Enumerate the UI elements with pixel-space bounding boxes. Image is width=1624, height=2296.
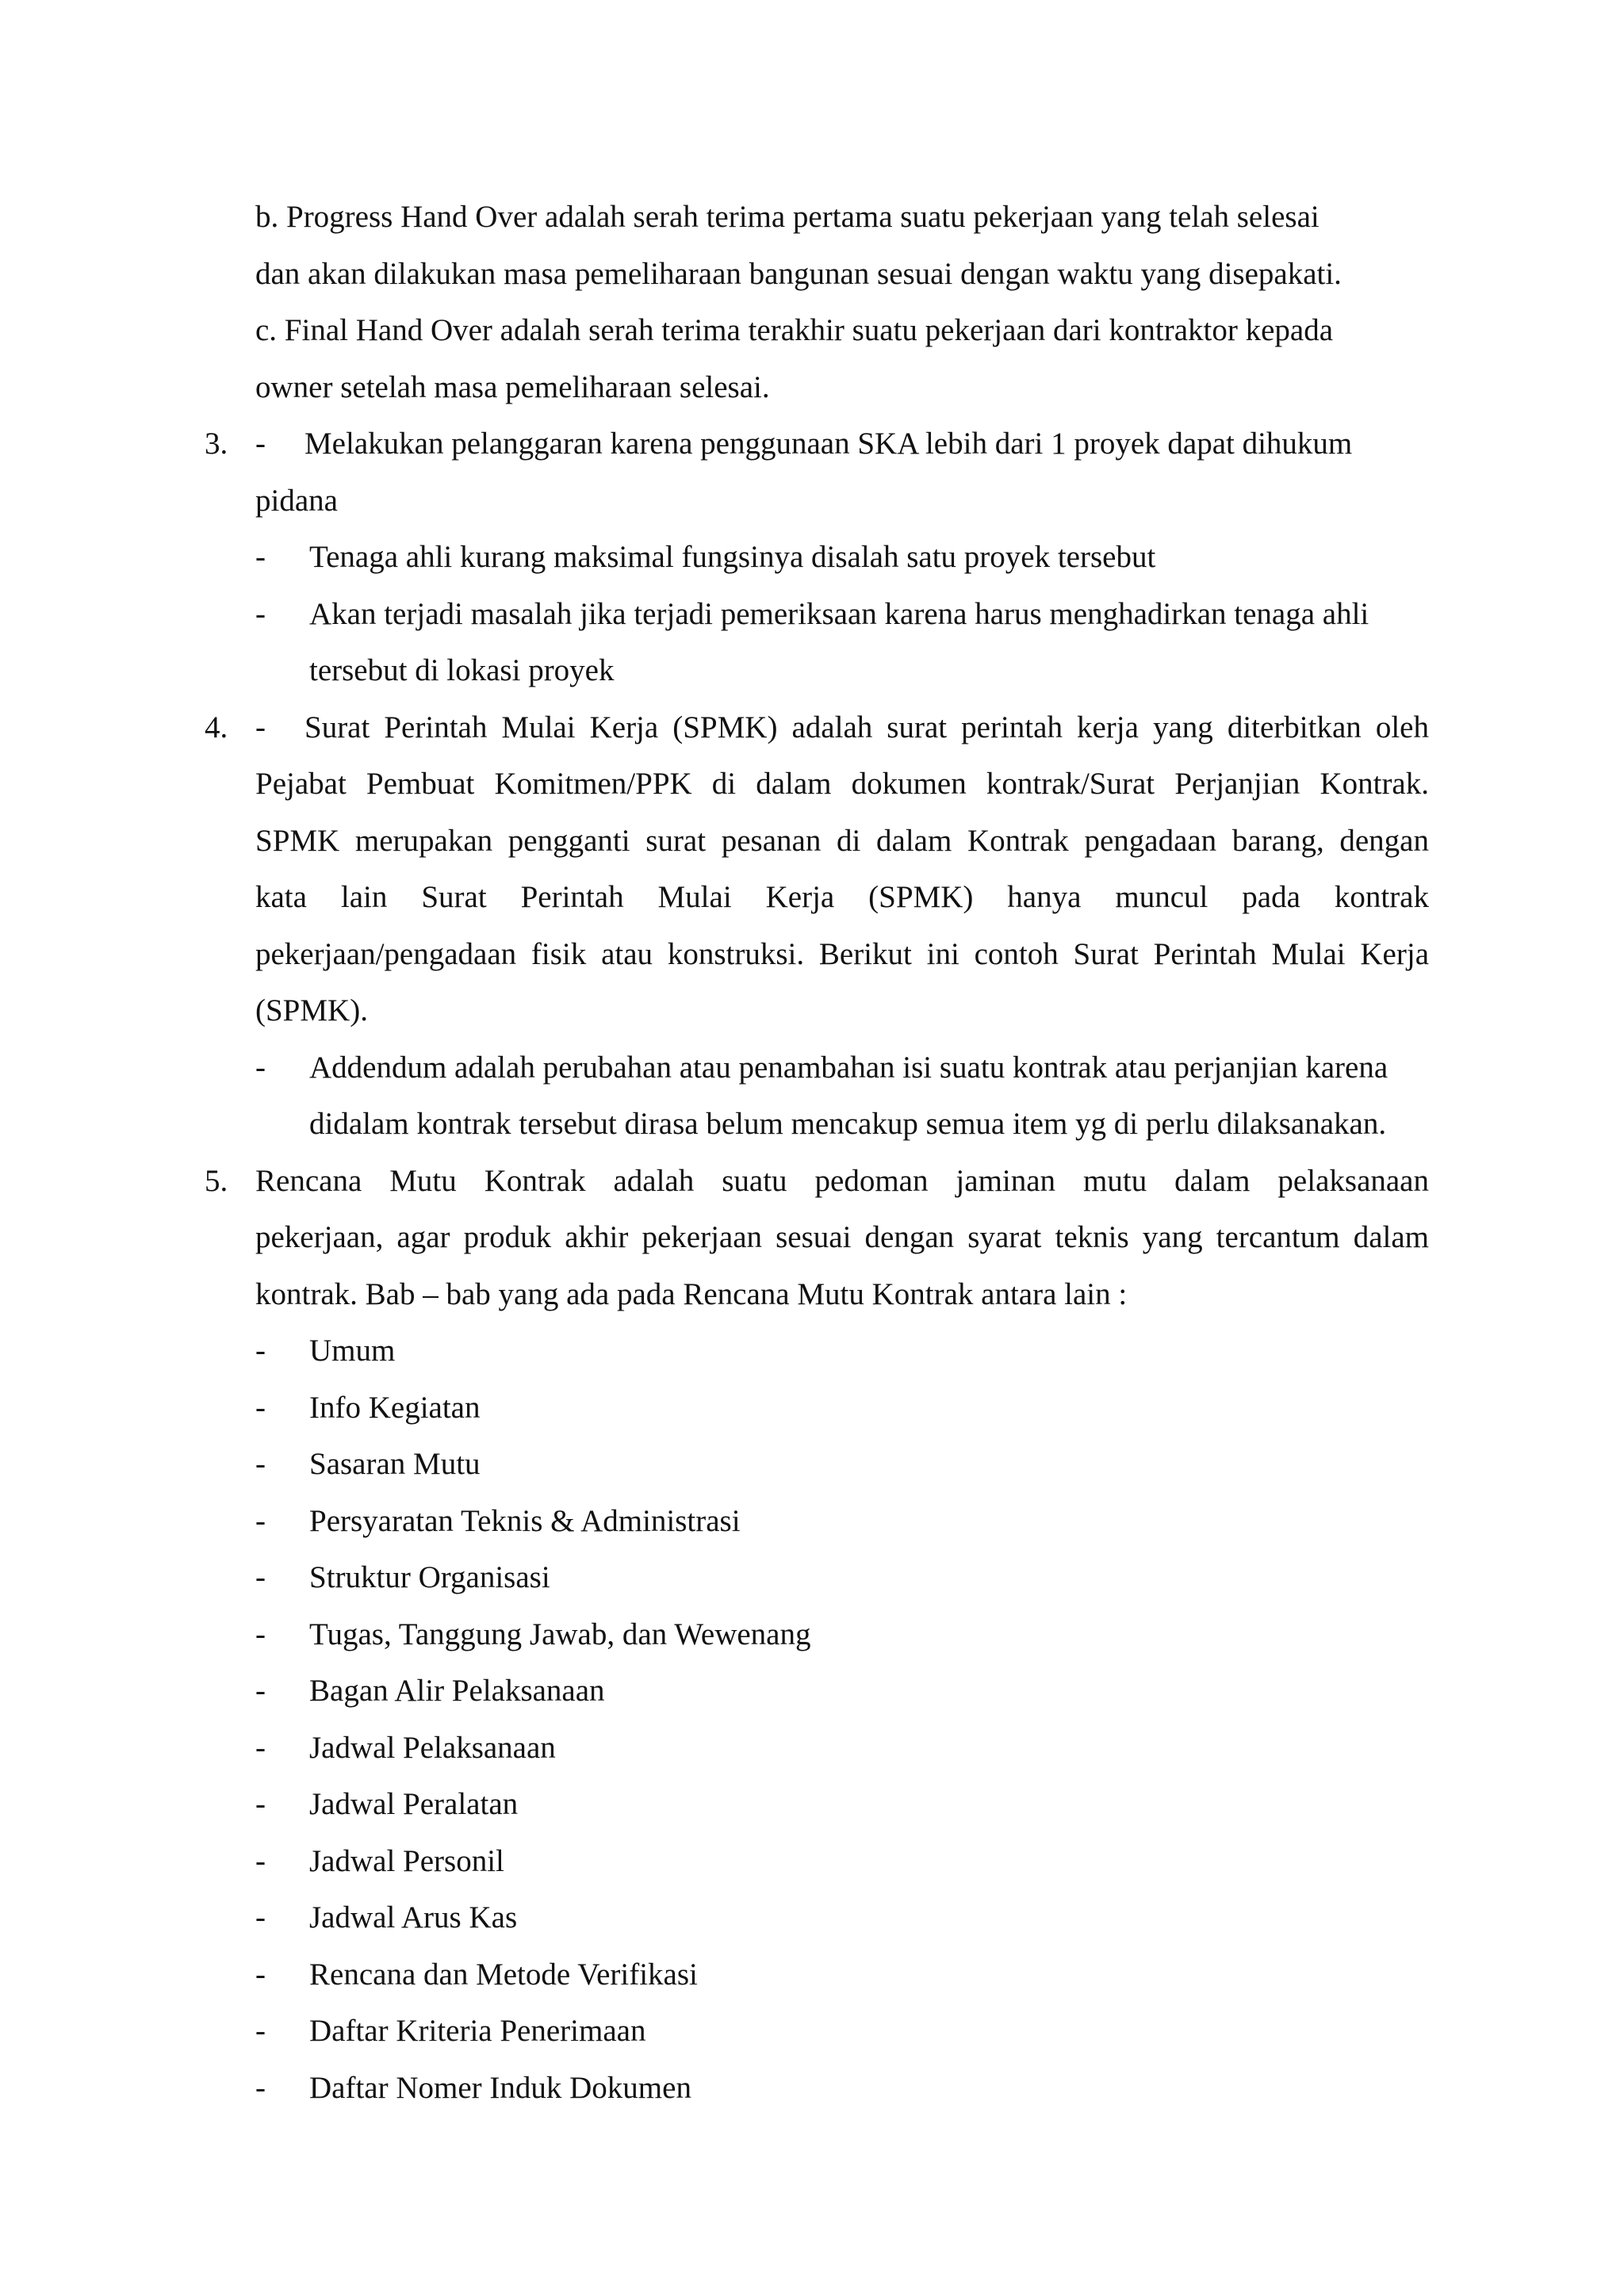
list-item [255,1776,1429,1833]
item-c-line-1: c. Final Hand Over adalah serah terima terakhir suatu pekerjaan dari kontraktor kepada [255,313,1334,347]
list-item-text: Rencana dan Metode Verifikasi [309,1957,698,1992]
item-4-bullet-1-line-4: kata lain Surat Perintah Mulai Kerja (SPMK) hanya muncul pada kontrak [255,880,1429,914]
item-5-line-1: Rencana Mutu Kontrak adalah suatu pedoman jaminan mutu dalam pelaksanaan [255,1163,1429,1198]
item-4-bullet-2 [255,1039,1429,1153]
item-c-line-2: owner setelah masa pemeliharaan selesai. [255,369,770,404]
list-item-dash: - [255,1390,266,1425]
document-body [205,189,1429,2116]
list-item-text: Bagan Alir Pelaksanaan [309,1674,605,1708]
item-3-bullet-1-line-1: Melakukan pelanggaran karena penggunaan SKA lebih dari 1 proyek dapat dihukum [304,427,1353,461]
item-5-line-3: kontrak. Bab – bab yang ada pada Rencana Mutu Kontrak antara lain : [255,1276,1128,1311]
list-item-dash: - [255,1617,266,1651]
item-b-line-1: b. Progress Hand Over adalah serah terima pertama suatu pekerjaan yang telah selesai [255,200,1320,234]
item-4-bullet-1-line-6: (SPMK). [255,993,368,1027]
item-4-bullet-2-dash: - [255,1050,266,1085]
item-3-number: 3. [205,427,228,461]
list-item-dash: - [255,1503,266,1538]
list-item-dash: - [255,1900,266,1934]
item-4-bullet-1-line-3: SPMK merupakan pengganti surat pesanan di dalam Kontrak pengadaan barang, dengan [255,823,1429,858]
list-item-text: Umum [309,1334,396,1368]
list-item-dash: - [255,1957,266,1992]
list-item [255,1549,1429,1606]
item-4-bullet-2-line-1: Addendum adalah perubahan atau penambahan isi suatu kontrak atau perjanjian karena [309,1050,1388,1085]
list-item [255,1946,1429,2003]
list-item-text: Daftar Nomer Induk Dokumen [309,2070,691,2105]
item-b-line-2: dan akan dilakukan masa pemeliharaan bangunan sesuai dengan waktu yang disepakati. [255,256,1342,291]
list-item-dash: - [255,2070,266,2105]
item-4 [205,699,1429,1153]
list-item-dash: - [255,1730,266,1765]
list-item [255,2060,1429,2117]
list-item-dash: - [255,1787,266,1821]
list-item [255,1436,1429,1493]
list-item [255,1833,1429,1890]
item-3-bullet-1 [255,415,1429,473]
item-4-bullet-1-dash: - [255,710,266,744]
item-3-bullet-3 [255,586,1429,699]
list-item-dash: - [255,1843,266,1878]
item-4-bullet-1 [255,699,1429,756]
item-3-bullet-1-dash: - [255,427,266,461]
list-item-dash: - [255,1447,266,1481]
item-3-bullet-1-line-2: pidana [255,483,338,518]
list-item-text: Jadwal Pelaksanaan [309,1730,556,1765]
item-c [255,302,1429,415]
chapter-list [255,1322,1429,2116]
list-item-dash: - [255,1674,266,1708]
list-item [255,1380,1429,1437]
item-5-line-2: pekerjaan, agar produk akhir pekerjaan sesuai dengan syarat teknis yang tercantum dalam [255,1220,1429,1254]
list-item [255,1663,1429,1720]
list-item-dash: - [255,1560,266,1594]
list-item-dash: - [255,2014,266,2048]
list-item [255,1720,1429,1777]
list-item-text: Jadwal Peralatan [309,1787,519,1821]
list-item-text: Jadwal Arus Kas [309,1900,518,1934]
list-item-text: Struktur Organisasi [309,1560,550,1594]
list-item [255,2003,1429,2060]
item-3-bullet-3-line-1: Akan terjadi masalah jika terjadi pemeriksaan karena harus menghadirkan tenaga ahli [309,596,1369,631]
list-item-text: Persyaratan Teknis & Administrasi [309,1503,741,1538]
list-item-text: Daftar Kriteria Penerimaan [309,2014,646,2048]
list-item [255,1889,1429,1946]
list-item-text: Jadwal Personil [309,1843,504,1878]
item-3-bullet-2-dash: - [255,540,266,574]
item-3-bullet-2-text: Tenaga ahli kurang maksimal fungsinya disalah satu proyek tersebut [309,540,1156,574]
item-4-bullet-1-line-5: pekerjaan/pengadaan fisik atau konstruksi. Berikut ini contoh Surat Perintah Mulai Kerja [255,936,1429,971]
list-item-dash: - [255,1334,266,1368]
item-3-bullet-3-line-2: tersebut di lokasi proyek [309,653,615,687]
item-3 [205,415,1429,699]
list-item-text: Sasaran Mutu [309,1447,481,1481]
list-item [255,1606,1429,1663]
item-3-bullet-3-dash: - [255,596,266,631]
list-item-text: Tugas, Tanggung Jawab, dan Wewenang [309,1617,811,1651]
list-item [255,1322,1429,1380]
item-4-bullet-1-line-2: Pejabat Pembuat Komitmen/PPK di dalam dokumen kontrak/Surat Perjanjian Kontrak. [255,767,1429,801]
list-item-text: Info Kegiatan [309,1390,481,1425]
item-3-bullet-2 [255,529,1429,586]
item-4-number: 4. [205,710,228,744]
item-b [255,189,1429,302]
item-5 [205,1153,1429,2117]
item-4-bullet-1-line-1: Surat Perintah Mulai Kerja (SPMK) adalah surat perintah kerja yang diterbitkan oleh [304,710,1429,744]
list-item [255,1493,1429,1550]
item-5-number: 5. [205,1163,228,1198]
item-4-bullet-2-line-2: didalam kontrak tersebut dirasa belum mencakup semua item yg di perlu dilaksanakan. [309,1107,1387,1141]
